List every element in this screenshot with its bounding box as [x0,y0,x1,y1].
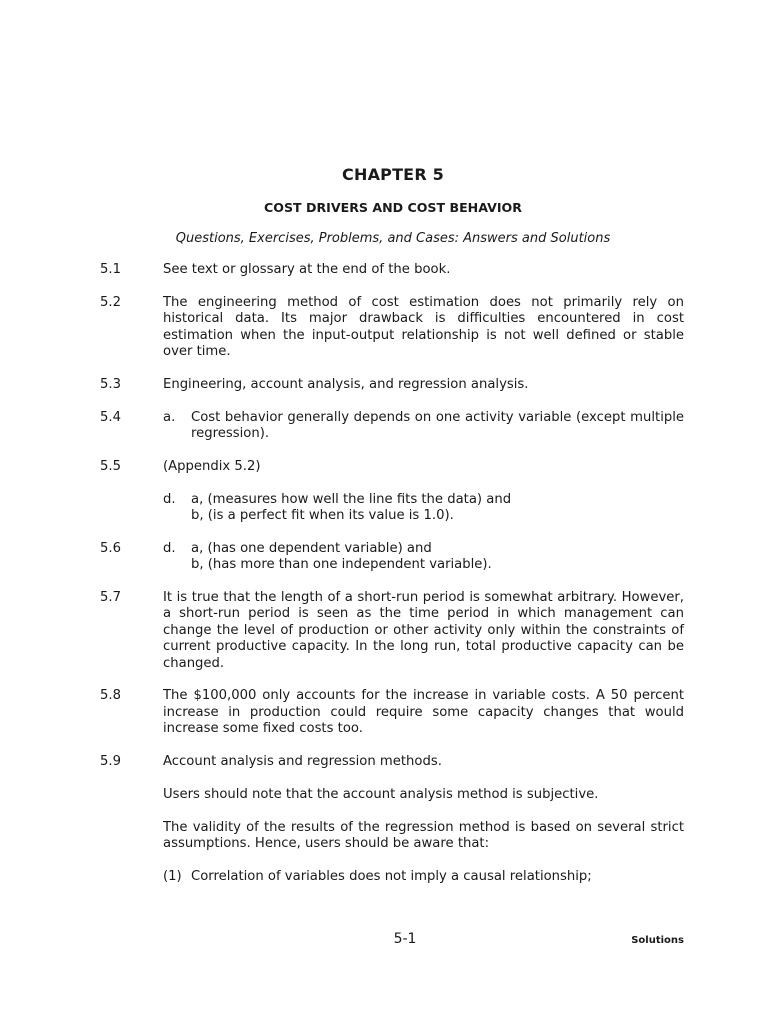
answer-text: The engineering method of cost estimation does not primarily rely on historical data. Its major drawback is difficulties encountered in cost estimation when the input-output relationship is not well defined or stable over time. [163,294,684,360]
answer-text: Users should note that the account analysis method is subjective. [163,786,599,802]
choice-line: a, (measures how well the line fits the data) and [191,491,512,507]
answer-number: 5.7 [100,590,121,606]
answer-number: 5.3 [100,376,121,392]
page-number: 5-1 [393,931,417,947]
answer-choice [163,410,684,443]
answer-text: See text or glossary at the end of the book. [163,262,451,277]
answer-number: 5.6 [100,540,121,556]
choice-line: a, (has one dependent variable) and [191,540,432,556]
footer-label: Solutions [631,935,684,946]
choice-line: b, (has more than one independent variable). [191,557,492,573]
chapter-title: CHAPTER 5 [342,165,444,184]
item-label: (1) [163,868,182,884]
answer-number: 5.2 [100,294,121,310]
answer-entry [100,262,684,278]
answer-entry [100,459,684,525]
answer-entry [100,410,684,443]
answer-choice [163,541,684,574]
choice-label: a. [163,409,176,425]
answers-list [100,262,684,902]
answer-entry [100,541,684,574]
answer-choice [163,492,684,525]
item-text: Correlation of variables does not imply a causal relationship; [191,868,592,884]
choice-line: b, (is a perfect fit when its value is 1.0). [191,508,454,524]
answer-number: 5.8 [100,688,121,704]
choice-label: d. [163,491,176,507]
answer-entry [100,590,684,672]
answer-text: Engineering, account analysis, and regression analysis. [163,376,529,392]
answer-number: 5.4 [100,409,121,425]
choice-label: d. [163,540,176,556]
answer-text: (Appendix 5.2) [163,458,261,474]
answer-entry [100,377,684,393]
answer-text: Account analysis and regression methods. [163,754,442,770]
chapter-subtitle: COST DRIVERS AND COST BEHAVIOR [264,200,522,215]
answer-number: 5.1 [100,262,121,277]
chapter-caption: Questions, Exercises, Problems, and Cases: Answers and Solutions [175,231,611,246]
numbered-item [163,869,684,885]
answer-entry [100,754,684,885]
answer-entry [100,688,684,737]
answer-number: 5.9 [100,754,121,770]
answer-text: The $100,000 only accounts for the increase in variable costs. A 50 percent increase in production could require some capacity changes that would increase some fixed costs too. [163,688,684,737]
answer-number: 5.5 [100,458,121,474]
choice-text: Cost behavior generally depends on one activity variable (except multiple regression). [191,409,684,442]
answer-entry [100,295,684,361]
answer-text: The validity of the results of the regression method is based on several strict assumptions. Hence, users should be aware that: [163,819,684,852]
answer-text: It is true that the length of a short-run period is somewhat arbitrary. However, a short-run period is seen as the time period in which management can change the level of production or other activity only within the constraints of current productive capacity. In the long run, total productive capacity can be changed. [163,590,684,671]
